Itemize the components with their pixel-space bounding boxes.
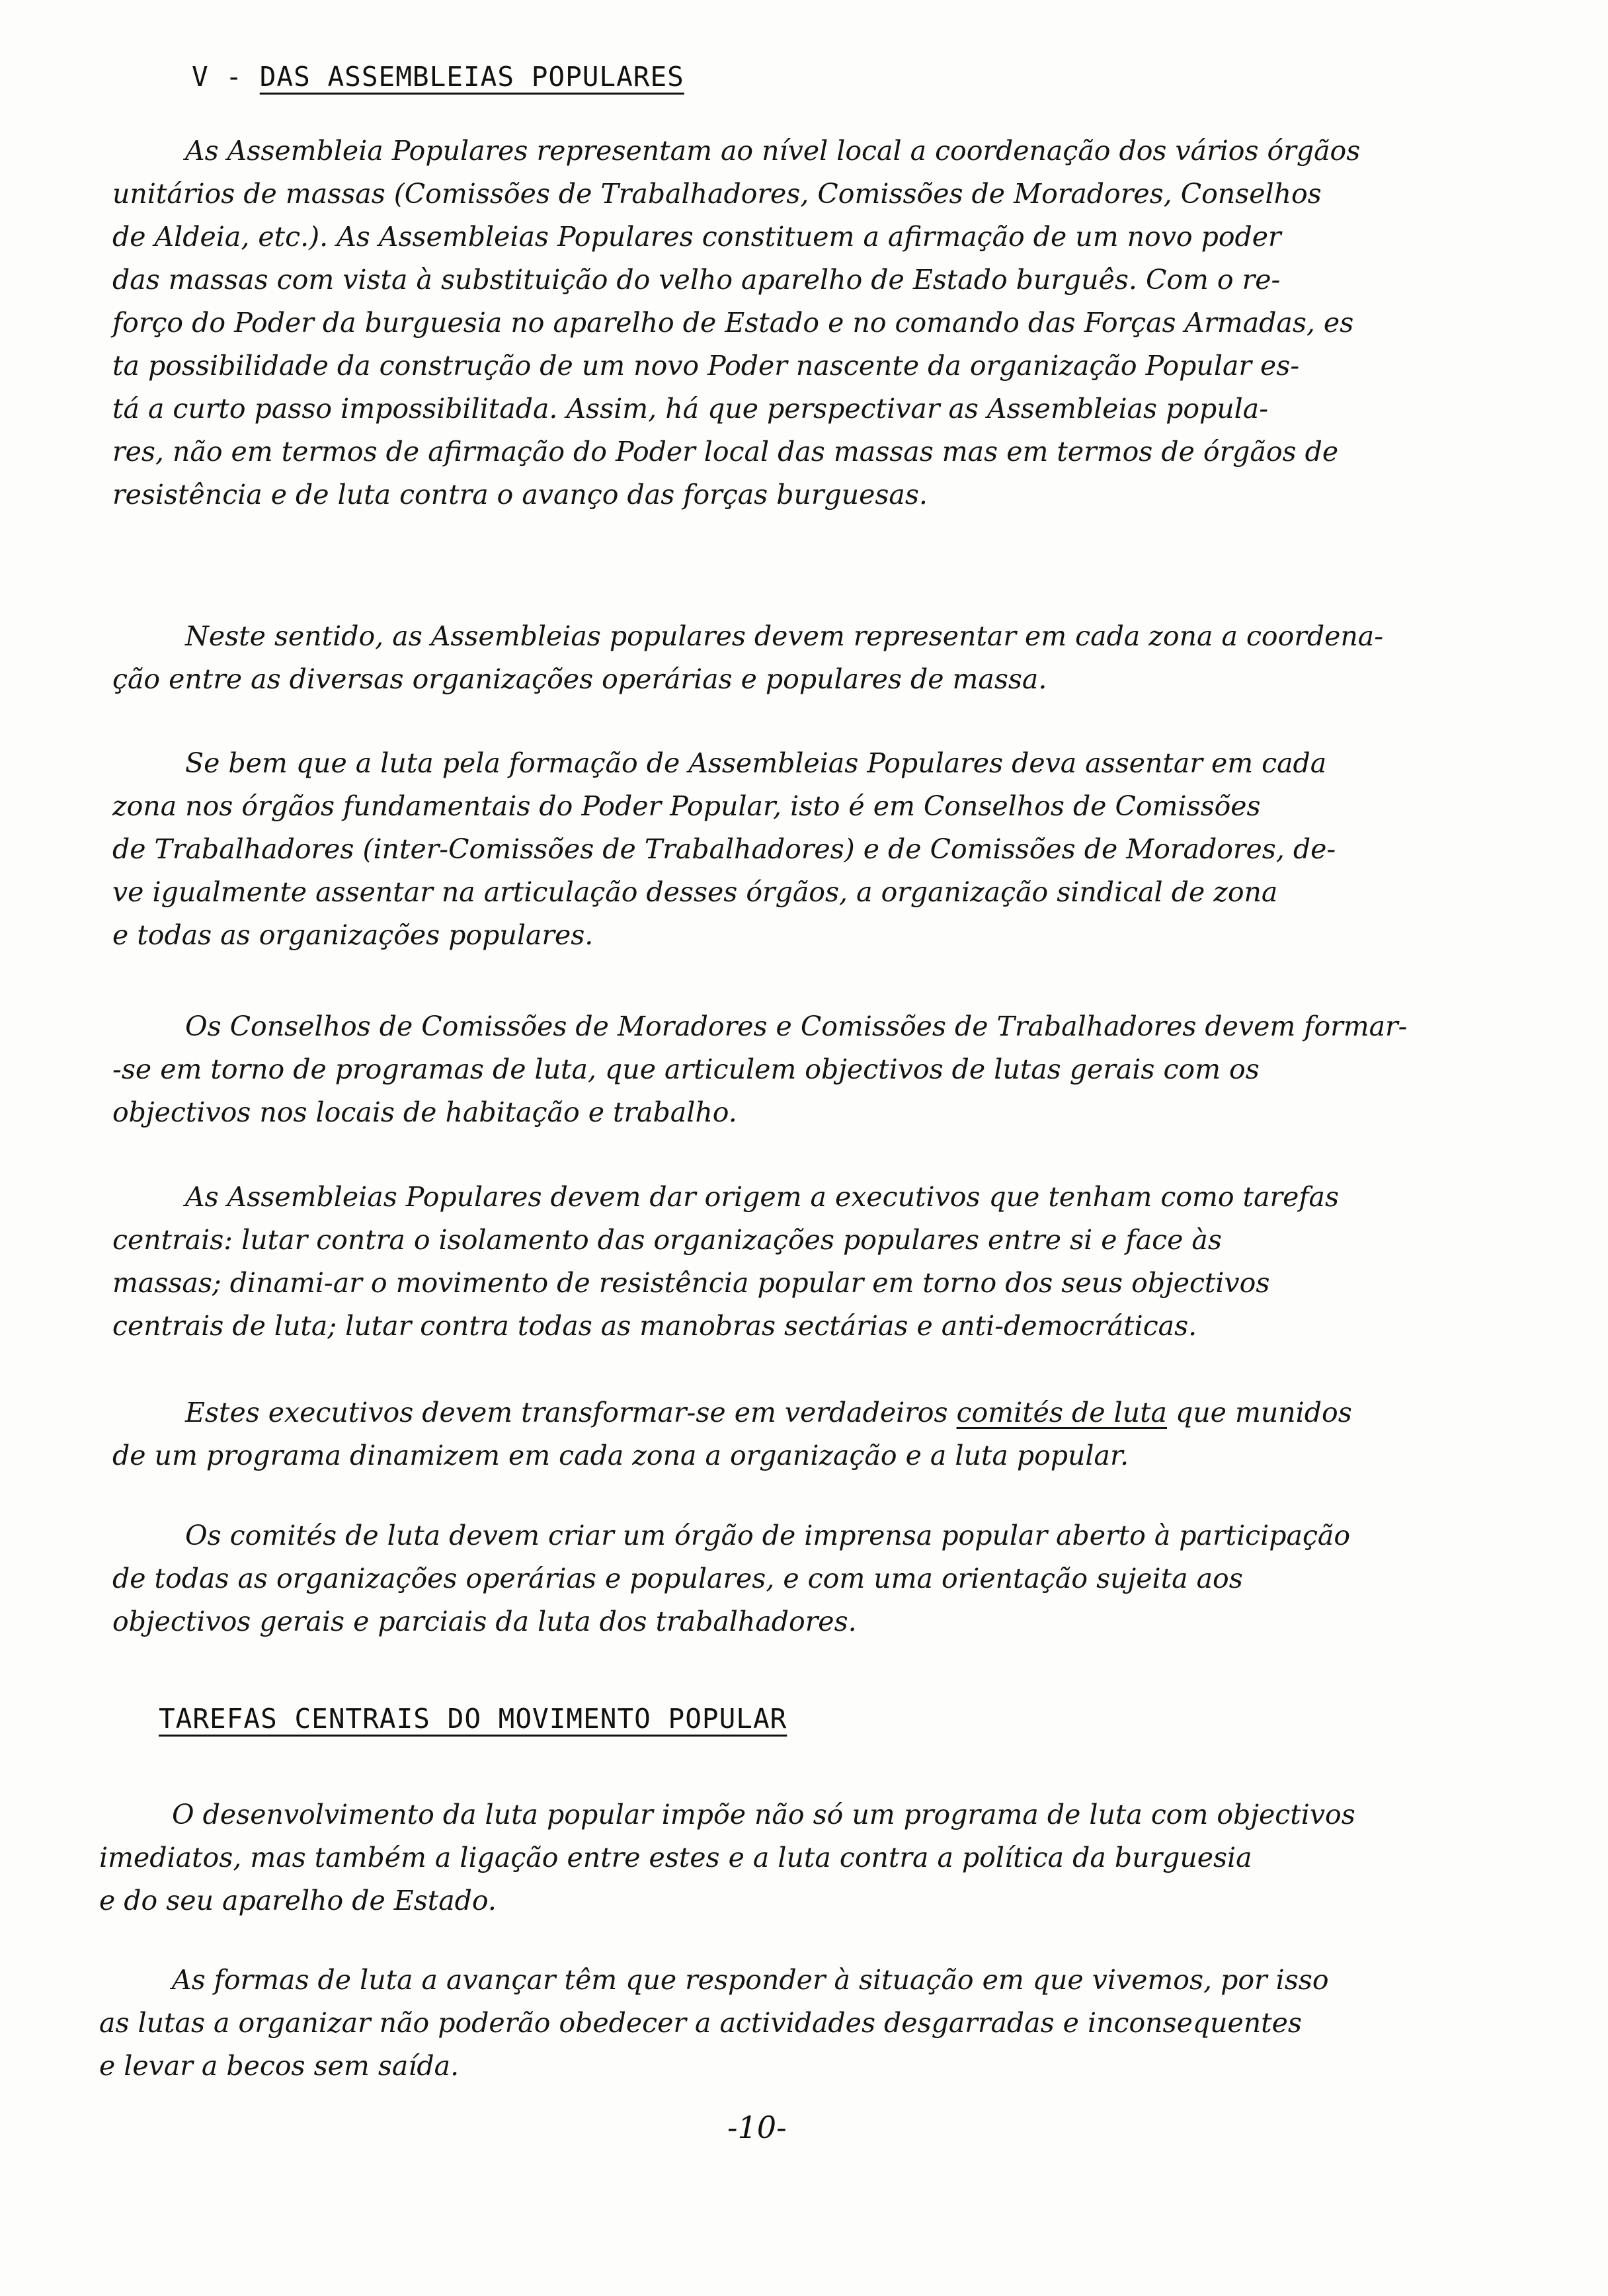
text-line: das massas com vista à substituição do velho aparelho de Estado burguês. Com o re- [112,264,1281,296]
text-line: forço do Poder da burguesia no aparelho de Estado e no comando das Forças Armadas, es [112,307,1354,339]
text-line: O desenvolvimento da luta popular impõe não só um programa de luta com objectivos [172,1799,1355,1830]
text-segment: Estes executivos devem transformar-se em verdadeiros [185,1397,957,1428]
paragraph [112,1176,1521,1348]
text-line: centrais: lutar contra o isolamento das organizações populares entre si e face às [112,1224,1222,1256]
paragraph [112,1391,1521,1477]
paragraph [112,615,1521,701]
paragraph [112,1005,1521,1134]
text-line: -se em torno de programas de luta, que articulem objectivos de lutas gerais com os [112,1053,1260,1085]
text-line: unitários de massas (Comissões de Trabalhadores, Comissões de Moradores, Conselhos [112,178,1322,210]
text-line: objectivos gerais e parciais da luta dos trabalhadores. [112,1606,857,1637]
text-line: Os Conselhos de Comissões de Moradores e Comissões de Trabalhadores devem formar- [185,1010,1408,1042]
text-line: de Aldeia, etc.). As Assembleias Populares constituem a afirmação de um novo poder [112,221,1281,253]
text-segment: que munidos [1167,1397,1352,1428]
text-line: e todas as organizações populares. [112,919,594,951]
underlined-phrase: comités de luta [956,1397,1167,1428]
text-line: resistência e de luta contra o avanço das forças burguesas. [112,479,928,511]
text-line: objectivos nos locais de habitação e trabalho. [112,1096,737,1128]
text-line: as lutas a organizar não poderão obedecer a actividades desgarradas e inconsequentes [99,2007,1302,2039]
text-line: ção entre as diversas organizações operárias e populares de massa. [112,663,1047,695]
text-line: ta possibilidade da construção de um novo Poder nascente da organização Popular es- [112,350,1300,382]
text-line: res, não em termos de afirmação do Poder local das massas mas em termos de órgãos de [112,436,1339,468]
section-title: DAS ASSEMBLEIAS POPULARES [259,61,684,93]
paragraph [112,1514,1521,1643]
text-line: e levar a becos sem saída. [99,2050,460,2082]
text-line: As Assembleias Populares devem dar origem a executivos que tenham como tarefas [185,1181,1340,1213]
text-line: Se bem que a luta pela formação de Assembleias Populares deva assentar em cada [185,747,1327,779]
text-line: de um programa dinamizem em cada zona a organização e a luta popular. [112,1440,1129,1471]
text-line: Os comités de luta devem criar um órgão de imprensa popular aberto à participação [185,1520,1351,1551]
section-heading [192,61,684,93]
text-line: de Trabalhadores (inter-Comissões de Trabalhadores) e de Comissões de Moradores, de- [112,833,1336,865]
text-line: zona nos órgãos fundamentais do Poder Popular, isto é em Conselhos de Comissões [112,790,1261,822]
paragraph [99,1793,1508,1922]
text-line [112,1391,1521,1434]
text-line: Neste sentido, as Assembleias populares devem representar em cada zona a coordena- [185,620,1384,652]
page-number: -10- [727,2110,787,2145]
text-line: As formas de luta a avançar têm que responder à situação em que vivemos, por isso [172,1964,1329,1996]
text-line: centrais de luta; lutar contra todas as manobras sectárias e anti-democráticas. [112,1310,1197,1342]
section-heading [159,1703,787,1735]
text-line: tá a curto passo impossibilitada. Assim, há que perspectivar as Assembleias popula- [112,393,1269,425]
section-title: TAREFAS CENTRAIS DO MOVIMENTO POPULAR [159,1703,787,1735]
text-line: imediatos, mas também a ligação entre estes e a luta contra a política da burguesia [99,1842,1252,1873]
text-line: As Assembleia Populares representam ao nível local a coordenação dos vários órgãos [185,135,1361,167]
paragraph [112,742,1521,957]
paragraph [99,1959,1508,2088]
section-number: V - [192,61,260,93]
text-line: ve igualmente assentar na articulação desses órgãos, a organização sindical de zona [112,876,1278,908]
paragraph [112,130,1521,516]
text-line: massas; dinami-ar o movimento de resistência popular em torno dos seus objectivos [112,1267,1270,1299]
text-line: de todas as organizações operárias e populares, e com uma orientação sujeita aos [112,1563,1243,1594]
text-line: e do seu aparelho de Estado. [99,1885,497,1916]
